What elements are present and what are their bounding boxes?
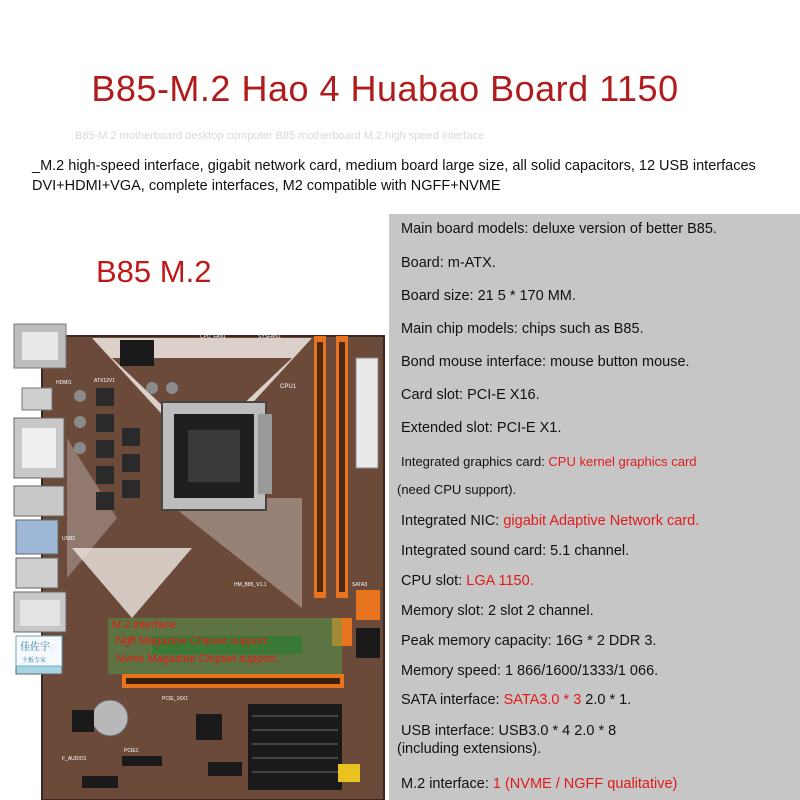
spec-graphics-note: (need CPU support).	[397, 482, 517, 497]
spec-nic-label: Integrated NIC:	[401, 513, 504, 529]
label-cpu: CPU1	[280, 384, 297, 390]
spec-usb: USB interface: USB3.0 * 4 2.0 * 8	[401, 723, 617, 739]
spec-usb-note: (including extensions).	[397, 741, 542, 757]
spec-nic	[401, 512, 699, 530]
label-sata: SATA3	[352, 582, 368, 588]
m2-nvme-note: Nvme Magazine Chipset support.	[116, 653, 279, 665]
m2-ngff-note: Ngff Magazine Chipset support.	[116, 635, 270, 647]
spec-mainboard-model: Main board models: deluxe version of better B85.	[401, 221, 717, 237]
hdmi-port	[22, 388, 52, 410]
spec-sata-rest: 2.0 * 1.	[581, 692, 632, 708]
atx24-connector	[356, 358, 378, 468]
model-label: B85 M.2	[96, 254, 212, 289]
spec-cpu-slot-label: CPU slot:	[401, 573, 467, 589]
brand-name: 佳佐宇	[20, 642, 50, 653]
m2-interface-title: M.2 interface	[112, 619, 176, 631]
usb3-port-2	[16, 558, 58, 588]
spec-extended-slot: Extended slot: PCI-E X1.	[401, 420, 562, 436]
page-title: B85-M.2 Hao 4 Huabao Board 1150	[91, 68, 679, 109]
label-cpu-fan: CPU_FAN1	[200, 334, 226, 340]
spec-memory-slot: Memory slot: 2 slot 2 channel.	[401, 603, 594, 619]
label-usb: USB2	[62, 536, 76, 542]
spec-sata	[401, 691, 631, 709]
spec-board: Board: m-ATX.	[401, 255, 496, 271]
label-pcie1: PCIE1	[124, 748, 139, 754]
label-atx12v: ATX12V1	[94, 378, 116, 384]
faded-subtitle: B85-M.2 motherboard desktop computer B85 motherboard M.2 high speed interface	[75, 130, 485, 142]
spec-board-size: Board size: 21 5 * 170 MM.	[401, 288, 576, 304]
brand-tagline: 主板专家	[22, 657, 47, 664]
spec-cpu-slot-value: LGA 1150.	[466, 573, 534, 589]
sata-port-1	[356, 590, 380, 620]
spec-cpu-slot	[401, 572, 534, 590]
spec-graphics-label: Integrated graphics card:	[401, 454, 549, 469]
pcie-x1-slot	[122, 756, 162, 766]
spec-m2-value: 1 (NVME / NGFF qualitative)	[492, 776, 678, 792]
vga-port	[14, 486, 64, 516]
spec-sata-label: SATA interface:	[401, 692, 504, 708]
spec-nic-value: gigabit Adaptive Network card.	[503, 513, 700, 529]
product-description: _M.2 high-speed interface, gigabit network card, medium board large size, all solid capacitors, 12 USB interfaces DVI+HDMI+VGA, complete interfaces, M2 compatible with NGFF+NVME	[32, 158, 756, 194]
motherboard-image	[12, 318, 388, 800]
spec-sata-value: SATA3.0 * 3	[503, 692, 582, 708]
label-audio: F_AUDIO1	[62, 756, 87, 762]
spec-m2	[401, 775, 677, 793]
spec-memory-speed: Memory speed: 1 866/1600/1333/1 066.	[401, 663, 659, 679]
spec-main-chip: Main chip models: chips such as B85.	[401, 321, 644, 337]
spec-card-slot: Card slot: PCI-E X16.	[401, 387, 540, 403]
usb3-port	[16, 520, 58, 554]
atx12v-connector	[120, 340, 154, 366]
spec-graphics	[401, 453, 697, 471]
spec-sound: Integrated sound card: 5.1 channel.	[401, 543, 630, 559]
spec-mouse-interface: Bond mouse interface: mouse button mouse.	[401, 354, 690, 370]
sata-port-2	[356, 628, 380, 658]
label-pcie16: PCIE_16X1	[162, 696, 189, 702]
label-hdmi: HDMI1	[56, 380, 72, 386]
spec-graphics-value: CPU kernel graphics card	[548, 454, 697, 469]
spec-m2-label: M.2 interface:	[401, 776, 493, 792]
spec-peak-memory: Peak memory capacity: 16G * 2 DDR 3.	[401, 633, 657, 649]
label-sys-fan: SYSFAN1	[258, 334, 281, 340]
cmos-battery	[92, 700, 128, 736]
label-model-print: HM_B85_V1.1	[234, 582, 267, 588]
